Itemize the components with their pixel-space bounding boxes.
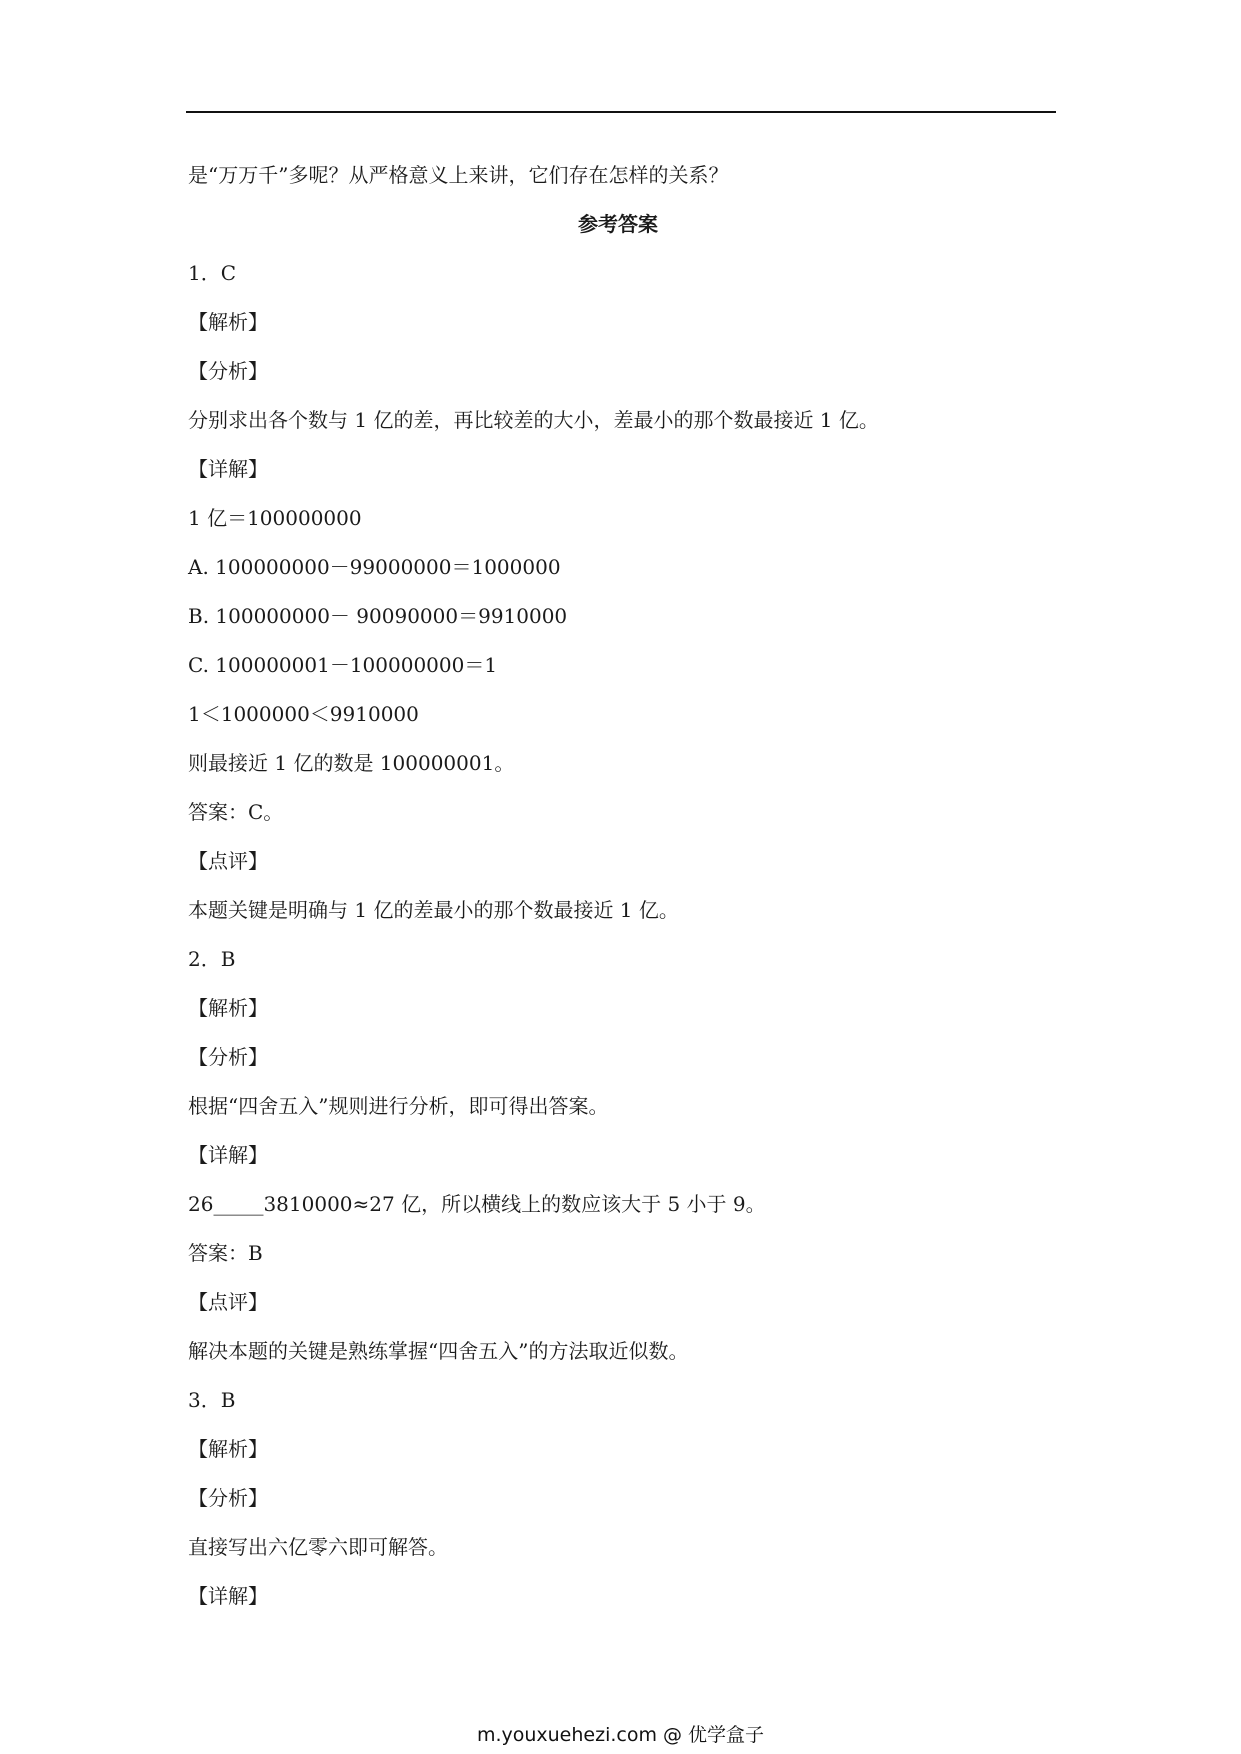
header-rule [186,111,1056,113]
document-body [188,158,1048,1628]
q1-step-1: 1 亿＝100000000 [188,506,362,530]
q1-step-c: C. 100000001－100000000＝1 [188,653,498,677]
q1-conclusion: 则最接近 1 亿的数是 100000001。 [188,751,515,775]
q2-fenxi-text: 根据“四舍五入”规则进行分析，即可得出答案。 [188,1094,609,1118]
intro-question-text: 是“万万千”多呢？从严格意义上来讲，它们存在怎样的关系？ [188,163,729,187]
q1-answer: 1．C [188,261,237,285]
q2-xiangjie-text: 26_____3810000≈27 亿，所以横线上的数应该大于 5 小于 9。 [188,1192,766,1216]
q1-xiangjie-label: 【详解】 [188,457,268,481]
q3-fenxi-label: 【分析】 [188,1486,268,1510]
q2-jiexi-label: 【解析】 [188,996,268,1020]
q1-dianping-text: 本题关键是明确与 1 亿的差最小的那个数最接近 1 亿。 [188,898,679,922]
q1-fenxi-label: 【分析】 [188,359,268,383]
q2-xiangjie-label: 【详解】 [188,1143,268,1167]
q2-answer: 2．B [188,947,236,971]
q2-dianping-label: 【点评】 [188,1290,268,1314]
q3-fenxi-text: 直接写出六亿零六即可解答。 [188,1535,448,1559]
q1-jiexi-label: 【解析】 [188,310,268,334]
q3-jiexi-label: 【解析】 [188,1437,268,1461]
q2-dianping-text: 解决本题的关键是熟练掌握“四舍五入”的方法取近似数。 [188,1339,689,1363]
q3-answer: 3．B [188,1388,236,1412]
q1-step-b: B. 100000000－ 90090000＝9910000 [188,604,568,628]
q1-step-a: A. 100000000－99000000＝1000000 [188,555,561,579]
q1-final-answer: 答案：C。 [188,800,284,824]
q1-dianping-label: 【点评】 [188,849,268,873]
answers-heading: 参考答案 [578,212,658,236]
q2-final-answer: 答案：B [188,1241,263,1265]
q3-xiangjie-label: 【详解】 [188,1584,268,1608]
footer-watermark: m.youxuehezi.com @ 优学盒子 [476,1724,765,1746]
q2-fenxi-label: 【分析】 [188,1045,268,1069]
q1-comparison: 1＜1000000＜9910000 [188,702,419,726]
q1-fenxi-text: 分别求出各个数与 1 亿的差，再比较差的大小，差最小的那个数最接近 1 亿。 [188,408,879,432]
